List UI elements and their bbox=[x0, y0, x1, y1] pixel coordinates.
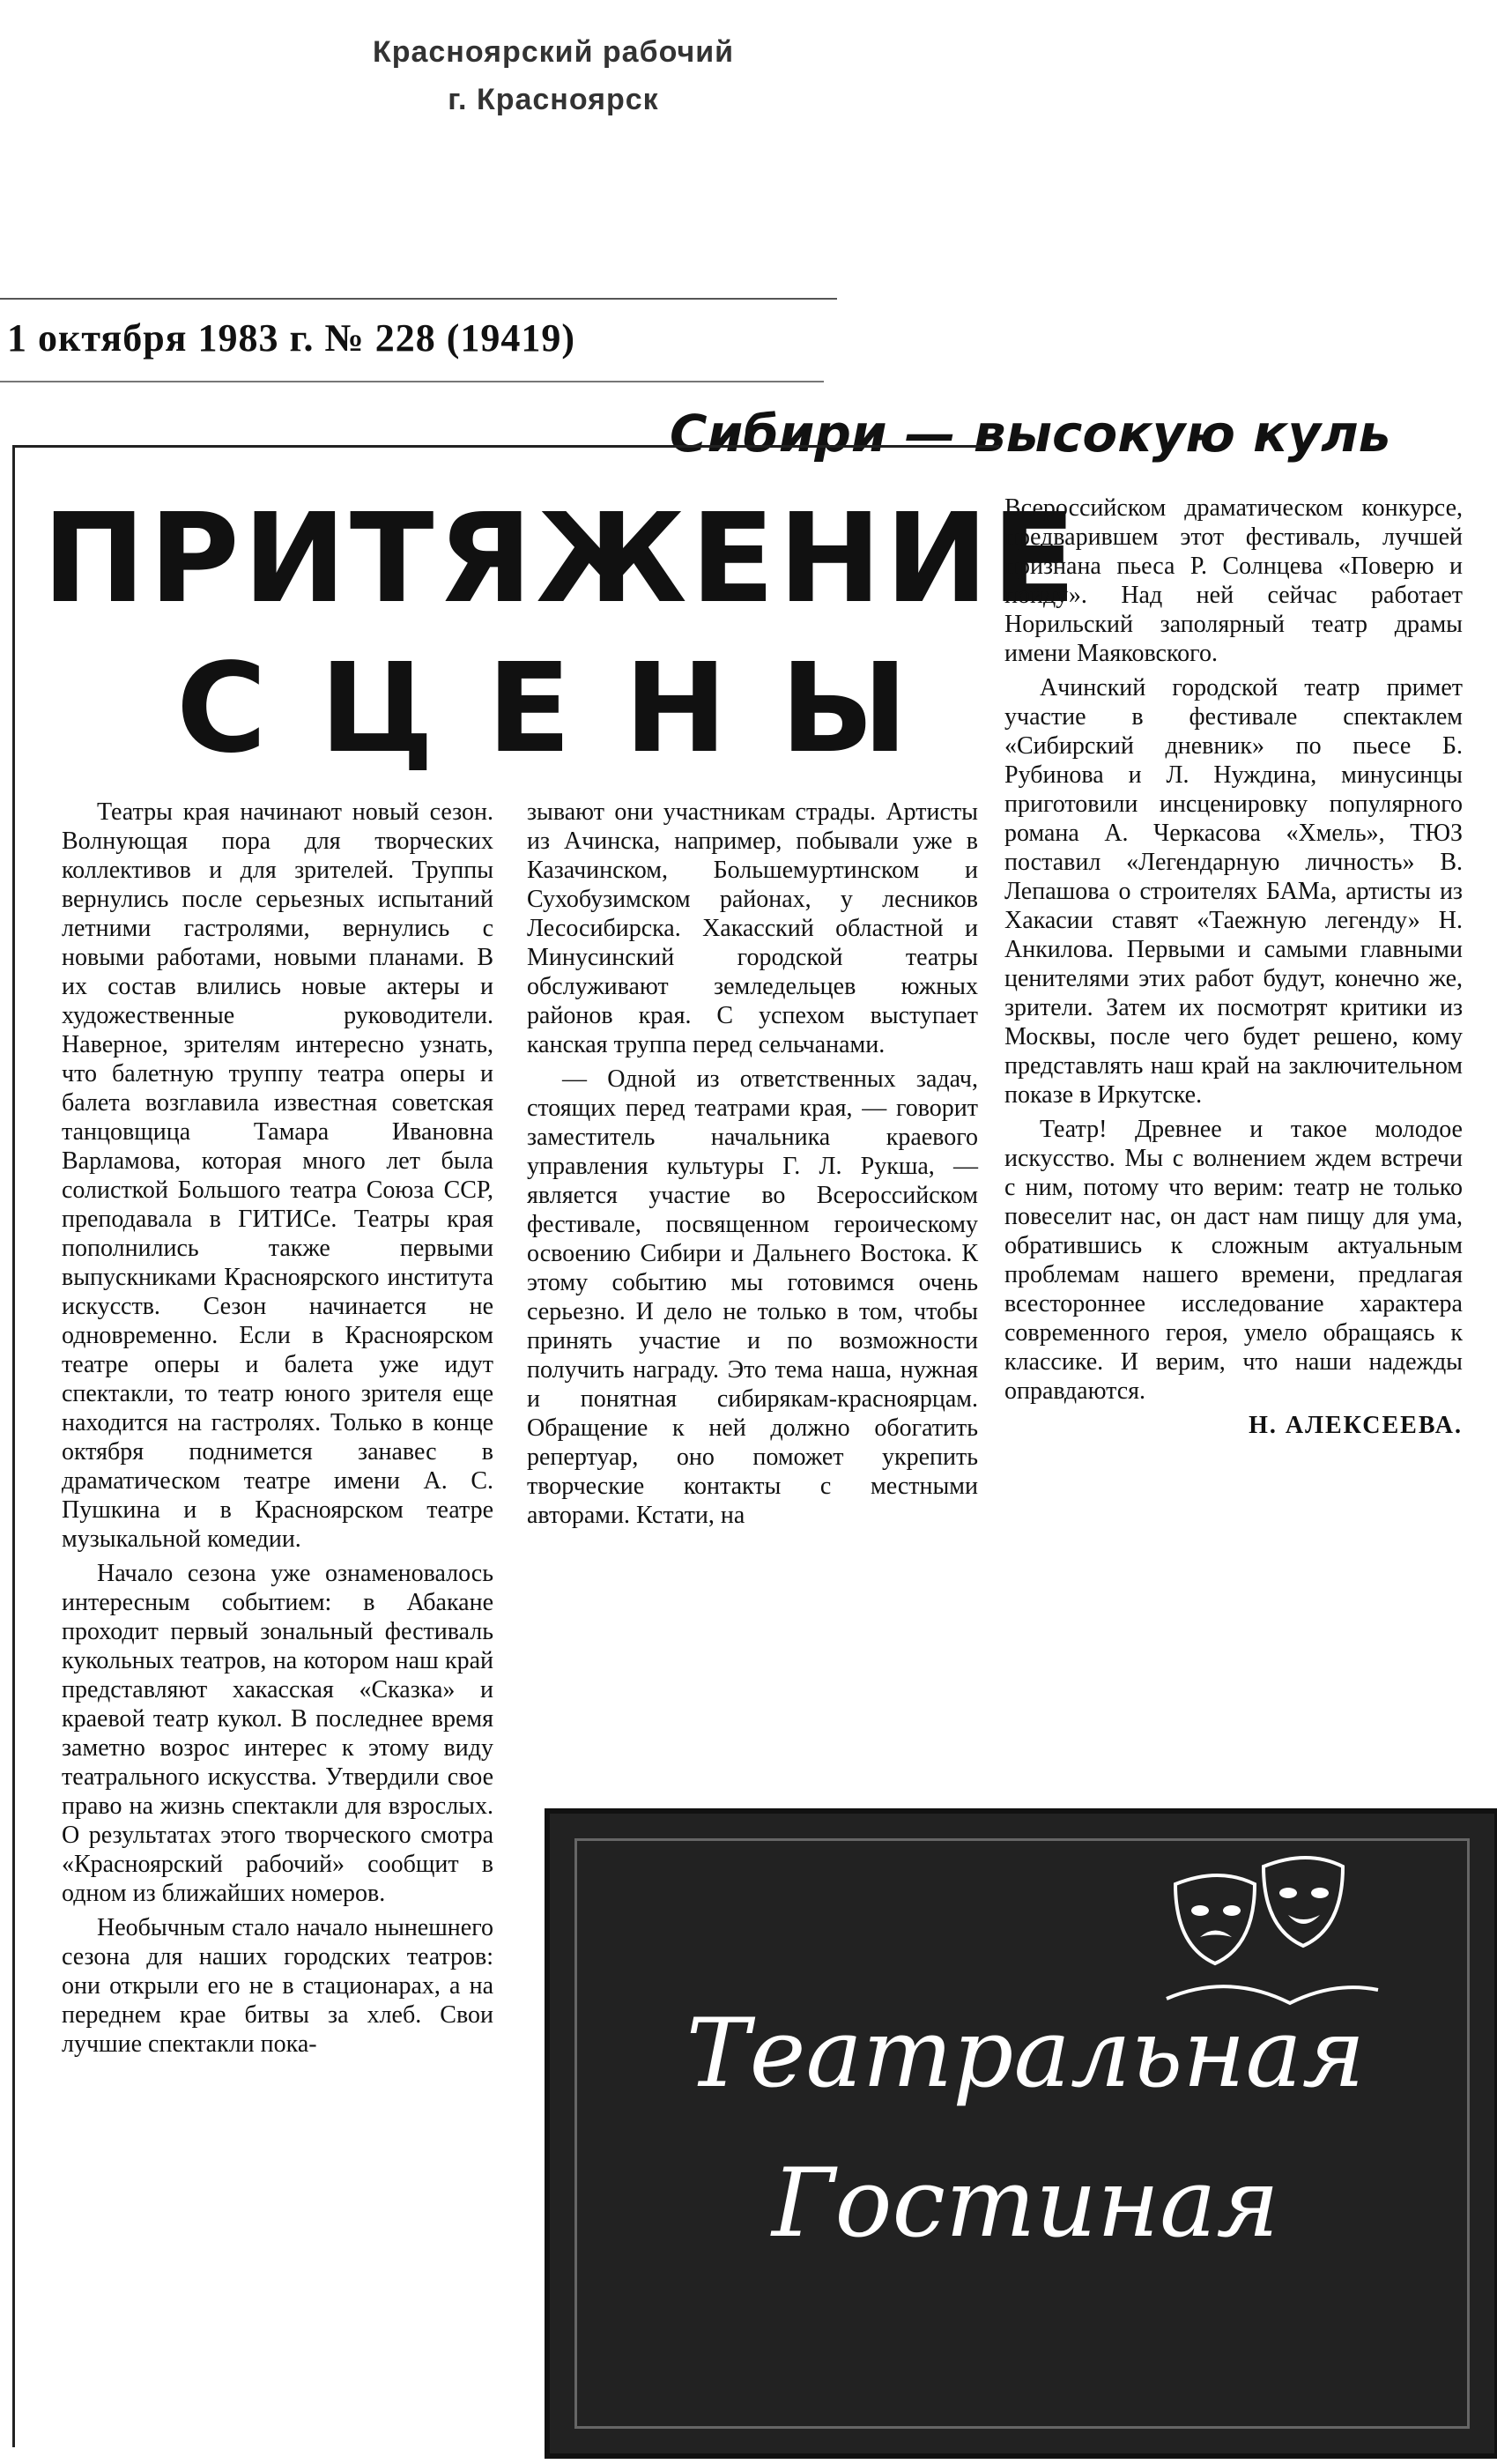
paragraph: Театр! Древнее и такое молодое искусство. Мы с волнением ждем встречи с ним, потому что верим: театр не только повеселит нас, он даст нам пищу для ума, обратившись к сложным актуальным проблемам нашего времени, предлагая всестороннее исследование характера современного героя, умело обращаясь к классике. И верим, что наши надежды оправдаются. bbox=[1004, 1116, 1463, 1405]
stamp-line-1: Красноярский рабочий bbox=[372, 35, 735, 69]
paragraph: Начало сезона уже ознаменовалось интересным событием: в Абакане проходит первый зональный фестиваль кукольных театров, на котором наш край представляют хакасская «Сказка» и краевой театр кукол. В последнее время заметно возрос интерес к этому виду театрального искусства. Утвердили свое право на жизнь спектакли для взрослых. О результатах этого творческого смотра «Красноярский рабочий» сообщит в одном из ближайших номеров. bbox=[62, 1560, 493, 1907]
newspaper-stamp bbox=[280, 28, 826, 123]
banner-title-line-1: Театральная bbox=[686, 1999, 1366, 2109]
headline-line-2: СЦЕНЫ bbox=[176, 637, 961, 781]
article-column-1 bbox=[62, 798, 493, 2064]
paragraph: зывают они участникам страды. Артисты из Ачинска, например, побывали уже в Казачинском, Большемуртинском и Сухобузимском районах, у лесников Лесосибирска. Хакасский областной и Минусинский городской театры обслуживают земледельцев южных районов края. С успехом выступает канская труппа перед сельчанами. bbox=[527, 798, 978, 1058]
paragraph: Театры края начинают новый сезон. Волнующая пора для творческих коллективов и для зрителей. Труппы вернулись после серьезных испытаний летними гастролями, вернулись с новыми работами, новыми планами. В их состав влились новые актеры и художественные руководители. Наверное, зрителям интересно узнать, что балетную труппу театра оперы и балета возглавила известная советская танцовщица Тамара Ивановна Варламова, которая много лет была солисткой Большого театра Союза ССР, преподавала в ГИТИСе. Театры края пополнились также первыми выпускниками Красноярского института искусств. Сезон начинается не одновременно. Если в Красноярском театре оперы и балета уже идут спектакли, то театр юного зрителя еще находится на гастролях. Только в конце октября поднимется занавес в драматическом театре имени А. С. Пушкина и в Красноярском театре музыкальной комедии. bbox=[62, 798, 493, 1553]
dateline: 1 октября 1983 г. № 228 (19419) bbox=[7, 316, 576, 360]
stamp-line-2: г. Красноярск bbox=[448, 83, 659, 116]
headline-line-1: ПРИТЯЖЕНИЕ bbox=[42, 487, 1080, 631]
dateline-rule bbox=[0, 381, 824, 382]
article-frame-left bbox=[12, 445, 15, 2447]
article-frame-top bbox=[12, 445, 999, 448]
banner-title-line-2: Гостиная bbox=[771, 2149, 1280, 2259]
article-column-3 bbox=[1004, 494, 1463, 1440]
section-kicker: Сибири — высокую куль bbox=[670, 404, 1391, 464]
author-signature: Н. АЛЕКСЕЕВА. bbox=[1249, 1412, 1463, 1439]
top-rule bbox=[0, 298, 837, 300]
article-column-2 bbox=[527, 798, 978, 1535]
paragraph: Ачинский городской театр примет участие в фестивале спектаклем «Сибирский дневник» по пьесе Б. Рубинова и Л. Нуждина, минусинцы приготовили инсценировку популярного романа А. Черкасова «Хмель», ТЮЗ поставил «Легендарную личность» В. Лепашова о строителях БАМа, артисты из Хакасии ставят «Таежную легенду» Н. Анкилова. Первыми и самыми главными ценителями этих работ будут, конечно же, зрители. Затем их посмотрят критики из Москвы, после чего будет решено, кому представлять наш край на заключительном показе в Иркутске. bbox=[1004, 674, 1463, 1109]
paragraph: — Одной из ответственных задач, стоящих перед театрами края, — говорит заместитель начальника краевого управления культуры Г. Л. Рукша, — является участие во Всероссийском фестивале, посвященном героическому освоению Сибири и Дальнего Востока. К этому событию мы готовимся очень серьезно. И дело не только в том, чтобы принять участие и по возможности получить награду. Это тема наша, нужная и понятная сибирякам-красноярцам. Обращение к ней должно обогатить репертуар, оно поможет укрепить творческие контакты с местными авторами. Кстати, на bbox=[527, 1065, 978, 1529]
paragraph: Необычным стало начало нынешнего сезона для наших городских театров: они открыли его не в стационарах, а на переднем крае битвы за хлеб. Свои лучшие спектакли пока- bbox=[62, 1914, 493, 2058]
paragraph: Всероссийском драматическом конкурсе, предварившем этот фестиваль, лучшей признана пьеса Р. Солнцева «Поверю и пойду». Над ней сейчас работает Норильский заполярный театр драмы имени Маяковского. bbox=[1004, 494, 1463, 667]
theatre-lounge-banner bbox=[545, 1808, 1497, 2459]
